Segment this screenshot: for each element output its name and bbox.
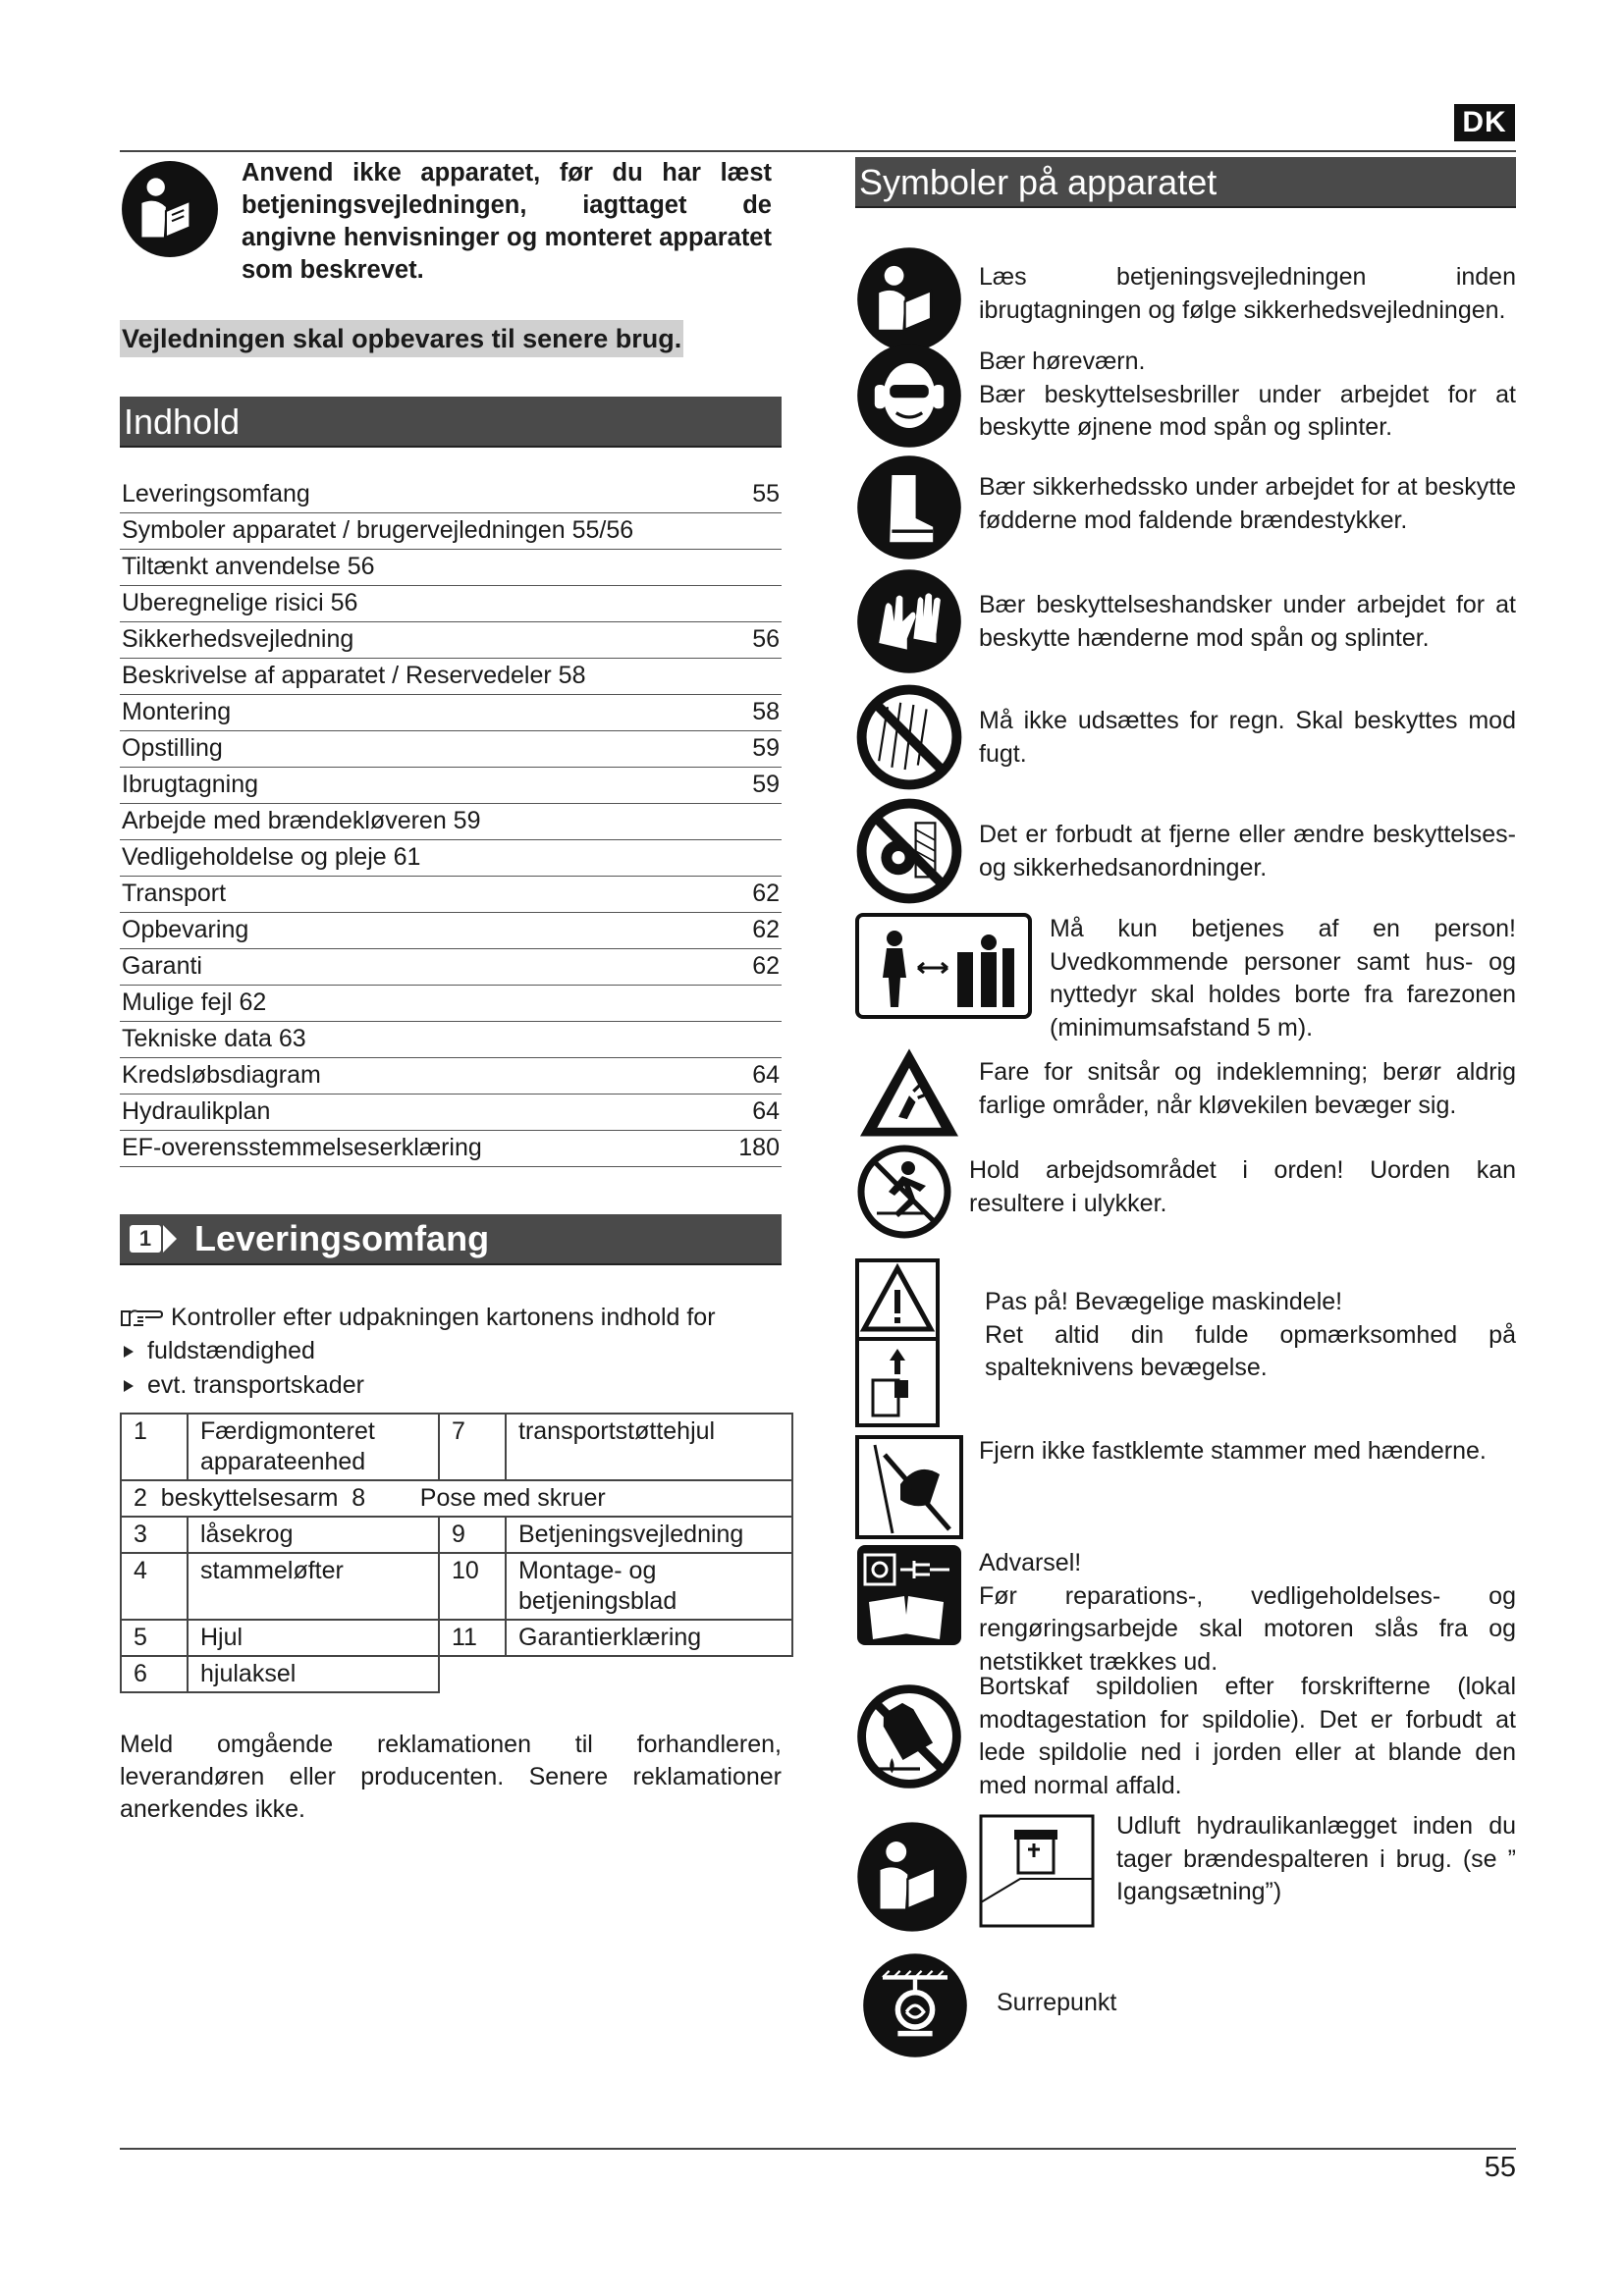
toc-label: Opstilling	[122, 734, 223, 762]
part-number: 7	[439, 1414, 506, 1480]
list-item	[855, 1673, 1516, 1814]
keep-manual-note: Vejledningen skal opbevares til senere brug.	[120, 320, 683, 357]
no-hand-removal-icon	[855, 1435, 963, 1539]
bullet-text: evt. transportskader	[147, 1371, 364, 1399]
symbol-text	[979, 346, 1516, 445]
step-badge	[130, 1225, 177, 1253]
toc-row	[120, 695, 782, 731]
symbol-line: Bær høreværn.	[979, 347, 1146, 375]
step-arrow-icon	[163, 1225, 177, 1253]
list-item	[855, 245, 1516, 342]
table-row	[121, 1517, 792, 1553]
read-manual-icon	[855, 245, 963, 353]
tidy-workspace-icon	[855, 1143, 953, 1241]
list-item	[855, 454, 1516, 567]
toc-row	[120, 477, 782, 513]
toc-label: Montering	[122, 698, 232, 725]
check-text: Kontroller efter udpakningen kartonens indhold for	[171, 1304, 716, 1331]
toc-label: EF-overensstemmelseserklæring	[122, 1134, 482, 1161]
toc-row	[120, 986, 782, 1022]
toc-page: 59	[752, 734, 780, 762]
toc-row	[120, 1058, 782, 1095]
toc-row	[120, 949, 782, 986]
list-item	[855, 1814, 1516, 1951]
part-number: 9	[439, 1517, 506, 1553]
toc-label: Garanti	[122, 952, 202, 980]
toc-row	[120, 877, 782, 913]
part-name: Garantierklæring	[506, 1620, 792, 1656]
safety-boot-icon	[855, 454, 963, 561]
toc-row	[120, 1131, 782, 1167]
toc-label: Beskrivelse af apparatet / Reservedeler 58	[122, 662, 586, 689]
symbols-heading	[855, 157, 1516, 208]
toc-page: 59	[752, 771, 780, 798]
symbol-line: Ret altid din fulde opmærksomhed på spalteknivens bevægelse.	[985, 1320, 1516, 1381]
part-number: 5	[121, 1620, 188, 1656]
symbol-text: Må ikke udsættes for regn. Skal beskyttes mod fugt.	[979, 707, 1516, 768]
toc-row	[120, 804, 782, 840]
table-row	[121, 1553, 792, 1620]
read-manual-icon	[120, 159, 220, 259]
part-name: låsekrog	[188, 1517, 439, 1553]
toc-row	[120, 622, 782, 659]
toc-label: Kredsløbsdiagram	[122, 1061, 321, 1089]
part-number: 10	[439, 1553, 506, 1620]
part-number: 11	[439, 1620, 506, 1656]
contents-heading	[120, 397, 782, 448]
language-badge: DK	[1454, 104, 1515, 141]
part-name: transportstøttehjul	[506, 1414, 792, 1480]
list-item	[855, 567, 1516, 683]
oil-disposal-icon	[855, 1682, 963, 1790]
toc-page: 55	[752, 480, 780, 507]
table-row	[121, 1620, 792, 1656]
symbol-text: Hold arbejdsområdet i orden! Uorden kan resultere i ulykker.	[969, 1156, 1516, 1217]
toc-label: Mulige fejl 62	[122, 988, 267, 1016]
toc-label: Ibrugtagning	[122, 771, 259, 798]
right-column	[855, 157, 1516, 2069]
bullet-text: fuldstændighed	[147, 1337, 315, 1364]
toc-label: Sikkerhedsvejledning	[122, 625, 354, 653]
toc-row	[120, 659, 782, 695]
symbol-text: Læs betjeningsvejledningen inden ibrugtagningen og følge sikkerhedsvejledningen.	[979, 263, 1516, 324]
symbol-text: Surrepunkt	[997, 1989, 1117, 2016]
symbols-title: Symboler på apparatet	[859, 162, 1218, 202]
toc-row	[120, 586, 782, 622]
warning-text: Anvend ikke apparatet, før du har læst betjeningsvejledningen, iagttaget de angivne henvisninger og monteret apparatet som beskrevet.	[242, 159, 772, 284]
symbol-text: Fjern ikke fastklemte stammer med hænderne.	[979, 1437, 1487, 1465]
bullet-icon	[124, 1346, 134, 1358]
part-number: 6	[121, 1656, 188, 1692]
table-row	[121, 1656, 792, 1692]
warning-block	[120, 157, 782, 287]
toc-label: Transport	[122, 880, 227, 907]
toc-label: Tiltænkt anvendelse 56	[122, 553, 375, 580]
list-item	[855, 1258, 1516, 1435]
no-rain-icon	[855, 683, 963, 791]
symbols-list	[855, 245, 1516, 2069]
toc-row	[120, 840, 782, 877]
table-row	[121, 1414, 792, 1480]
symbol-text: Det er forbudt at fjerne eller ændre beskyttelses- og sikkerhedsanordninger.	[979, 821, 1516, 881]
toc-label: Symboler apparatet / brugervejledningen 55/56	[122, 516, 634, 544]
list-item	[120, 1334, 782, 1368]
toc-row	[120, 1095, 782, 1131]
lashing-point-icon	[861, 1951, 969, 2059]
list-item	[855, 913, 1516, 1044]
part-name: hjulaksel	[188, 1656, 439, 1692]
symbol-line: Pas på! Bevægelige maskindele!	[985, 1288, 1343, 1315]
moving-parts-warning-icon	[855, 1258, 940, 1427]
part-name: Betjeningsvejledning	[506, 1517, 792, 1553]
pointing-hand-icon	[120, 1306, 163, 1329]
symbol-text	[985, 1286, 1516, 1385]
safety-gloves-icon	[855, 567, 963, 675]
no-guard-removal-icon	[855, 797, 963, 905]
list-item	[855, 1435, 1516, 1543]
toc-label: Vedligeholdelse og pleje 61	[122, 843, 421, 871]
part-name: stammeløfter	[188, 1553, 439, 1620]
toc-page: 58	[752, 698, 780, 725]
list-item	[855, 683, 1516, 797]
bleed-hydraulics-icon	[979, 1814, 1095, 1928]
part-number: 1	[121, 1414, 188, 1480]
toc-label: Leveringsomfang	[122, 480, 310, 507]
part-merged-cell: 2 beskyttelsesarm 8 Pose med skruer	[121, 1480, 792, 1517]
symbol-line: Bær beskyttelsesbriller under arbejdet for at beskytte øjnene mod spån og splinter.	[979, 380, 1516, 441]
empty-cell	[439, 1656, 792, 1692]
page-number: 55	[1484, 2152, 1516, 2183]
complaint-note: Meld omgående reklamationen til forhandleren, leverandøren eller producenten. Senere reklamationer anerkendes ikke.	[120, 1731, 782, 1823]
unplug-before-maintenance-icon	[855, 1543, 963, 1647]
toc-row	[120, 550, 782, 586]
one-operator-icon	[855, 913, 1032, 1019]
toc-page: 62	[752, 952, 780, 980]
table-of-contents	[120, 477, 782, 1167]
parts-table	[120, 1413, 793, 1693]
check-instruction	[120, 1301, 782, 1334]
symbol-text: Fare for snitsår og indeklemning; berør aldrig farlige områder, når kløvekilen bevæger sig.	[979, 1058, 1516, 1119]
list-item	[855, 1543, 1516, 1682]
symbol-line: Advarsel!	[979, 1549, 1082, 1576]
list-item	[855, 342, 1516, 454]
list-item	[855, 1951, 1516, 2069]
list-item	[855, 797, 1516, 913]
footer-divider	[120, 2148, 1516, 2150]
bullet-icon	[124, 1380, 134, 1392]
toc-page: 64	[752, 1061, 780, 1089]
symbol-text: Bær beskyttelseshandsker under arbejdet for at beskytte hænderne mod spån og splinter.	[979, 591, 1516, 652]
contents-title: Indhold	[124, 401, 241, 442]
toc-row	[120, 768, 782, 804]
left-column	[120, 157, 782, 1826]
part-name: Hjul	[188, 1620, 439, 1656]
toc-label: Uberegnelige risici 56	[122, 589, 358, 616]
toc-row	[120, 513, 782, 550]
part-name: Færdigmonteret apparateenhed	[188, 1414, 439, 1480]
list-item	[855, 1044, 1516, 1143]
symbol-text: Udluft hydraulikanlægget inden du tager brændespalteren i brug. (se ” Igangsætning”)	[1116, 1812, 1516, 1905]
read-manual-icon	[855, 1820, 969, 1934]
hand-crush-warning-icon	[855, 1044, 963, 1143]
toc-row	[120, 731, 782, 768]
table-row	[121, 1480, 792, 1517]
toc-page: 56	[752, 625, 780, 653]
symbol-text: Bær sikkerhedssko under arbejdet for at beskytte fødderne mod faldende brændestykker.	[979, 473, 1516, 534]
toc-label: Arbejde med brændekløveren 59	[122, 807, 481, 834]
list-item	[120, 1368, 782, 1403]
delivery-title: Leveringsomfang	[194, 1218, 490, 1258]
symbol-text	[979, 1547, 1516, 1679]
step-number: 1	[130, 1225, 161, 1253]
toc-label: Tekniske data 63	[122, 1025, 306, 1052]
toc-label: Opbevaring	[122, 916, 249, 943]
symbol-text: Må kun betjenes af en person! Uvedkommende personer samt hus- og nyttedyr skal holdes borte fra farezonen (minimumsafstand 5 m).	[1050, 915, 1516, 1041]
part-number: 4	[121, 1553, 188, 1620]
toc-page: 62	[752, 916, 780, 943]
toc-label: Hydraulikplan	[122, 1097, 271, 1125]
symbol-text: Bortskaf spildolien efter forskrifterne (lokal modtagestation for spildolie). Det er forbudt at lede spildolie ned i jorden eller at blande den med normal affald.	[979, 1673, 1516, 1799]
toc-page: 180	[738, 1134, 780, 1161]
symbol-line: Før reparations-, vedligeholdelses- og rengøringsarbejde skal motoren slås fra og netstikket trækkes ud.	[979, 1581, 1516, 1676]
toc-row	[120, 1022, 782, 1058]
ear-eye-protection-icon	[855, 342, 963, 450]
delivery-heading	[120, 1214, 782, 1265]
list-item	[855, 1143, 1516, 1258]
part-number: 3	[121, 1517, 188, 1553]
toc-page: 62	[752, 880, 780, 907]
header-divider	[120, 150, 1516, 152]
toc-row	[120, 913, 782, 949]
toc-page: 64	[752, 1097, 780, 1125]
part-name: Montage- og betjeningsblad	[506, 1553, 792, 1620]
